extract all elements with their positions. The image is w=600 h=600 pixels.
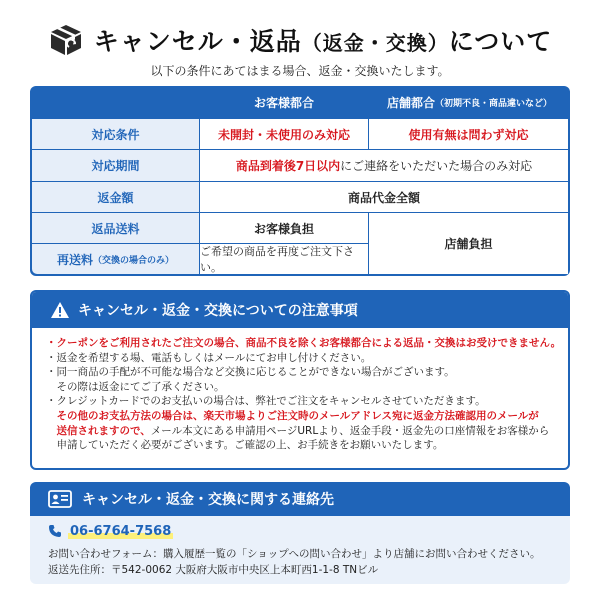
notes-title: キャンセル・返金・交換についての注意事項: [78, 303, 358, 319]
return-shipping-customer: お客様負担: [200, 213, 368, 243]
note-line: 申請していただく必要がございます。ご確認の上、お手続きをお願いいたします。: [46, 439, 444, 452]
phone-row: [48, 522, 173, 540]
contact-header: [30, 482, 570, 516]
period-rest: にご連絡をいただいた場合のみ対応: [340, 159, 533, 173]
header-customer: お客様都合: [253, 95, 314, 110]
conditions-store: 使用有無は問わず対応: [369, 119, 568, 149]
period-value: [200, 150, 568, 181]
return-address-line: 返送先住所：〒542-0062 大阪府大阪市中央区上本町西1-1-8 TNビル: [48, 564, 379, 576]
note-line: ・クレジットカードでのお支払いの場合は、弊社でご注文をキャンセルさせていただきます。: [46, 395, 486, 408]
contact-title: キャンセル・返金・交換に関する連絡先: [82, 492, 334, 508]
header-store-note: （初期不良・商品違いなど）: [435, 98, 553, 109]
contact-card-icon: [48, 490, 72, 508]
contact-form-line: お問い合わせフォーム：購入履歴一覧の「ショップへの問い合わせ」より店舗にお問い合わせください。: [48, 548, 541, 560]
conditions-table: [30, 86, 570, 276]
note-line: その他のお支払方法の場合は、楽天市場よりご注文時のメールアドレス宛に返金方法確認用のメールが: [46, 409, 539, 422]
contact-box: [30, 482, 570, 584]
reshipping-customer: ご希望の商品を再度ご注文下さい。: [200, 244, 368, 274]
period-highlight: 商品到着後7日以内: [235, 159, 341, 173]
note-line: その際は返金にてご了承ください。: [46, 380, 225, 393]
notes-header: [32, 292, 568, 328]
row-label-refund: 返金額: [32, 182, 199, 212]
warning-icon: [50, 301, 70, 319]
page-header: [0, 22, 600, 58]
store-burden: 店舗負担: [369, 213, 568, 274]
reshipping-label: 再送料: [56, 252, 93, 267]
note-line: ・返金を希望する場、電話もしくはメールにてお申し付けください。: [46, 351, 372, 364]
row-label-conditions: 対応条件: [32, 119, 199, 149]
note-line: ・クーポンをご利用されたご注文の場合、商品不良を除くお客様都合による返品・交換はお受けできません。: [46, 337, 562, 349]
page-subtitle: 以下の条件にあてはまる場合、返金・交換いたします。: [150, 64, 450, 78]
row-label-return-shipping: 返品送料: [32, 213, 199, 243]
header-store-label: 店舗都合: [386, 95, 435, 110]
row-label-period: 対応期間: [32, 150, 199, 181]
row-label-reshipping: [32, 244, 199, 274]
conditions-customer: 未開封・未使用のみ対応: [200, 119, 368, 149]
box-icon: [48, 23, 84, 57]
note-line: ・同一商品の手配が不可能な場合など交換に応じることができない場合がございます。: [46, 366, 455, 379]
refund-value: 商品代金全額: [200, 182, 568, 212]
page-title: キャンセル・返品（返金・交換）について: [93, 27, 553, 56]
notes-box: [30, 290, 570, 470]
reshipping-note: （交換の場合のみ）: [93, 255, 175, 266]
note-line: [46, 424, 554, 439]
header-store: [369, 86, 570, 118]
phone-icon: [48, 524, 62, 538]
note-line-red-part: 送信されますので、: [46, 424, 151, 437]
notes-body: [32, 328, 568, 453]
phone-number[interactable]: 06-6764-7568: [70, 523, 172, 539]
note-line-rest: メール本文にある申請用ページURLより、返金手段・返金先の口座情報をお客様から: [150, 424, 550, 437]
